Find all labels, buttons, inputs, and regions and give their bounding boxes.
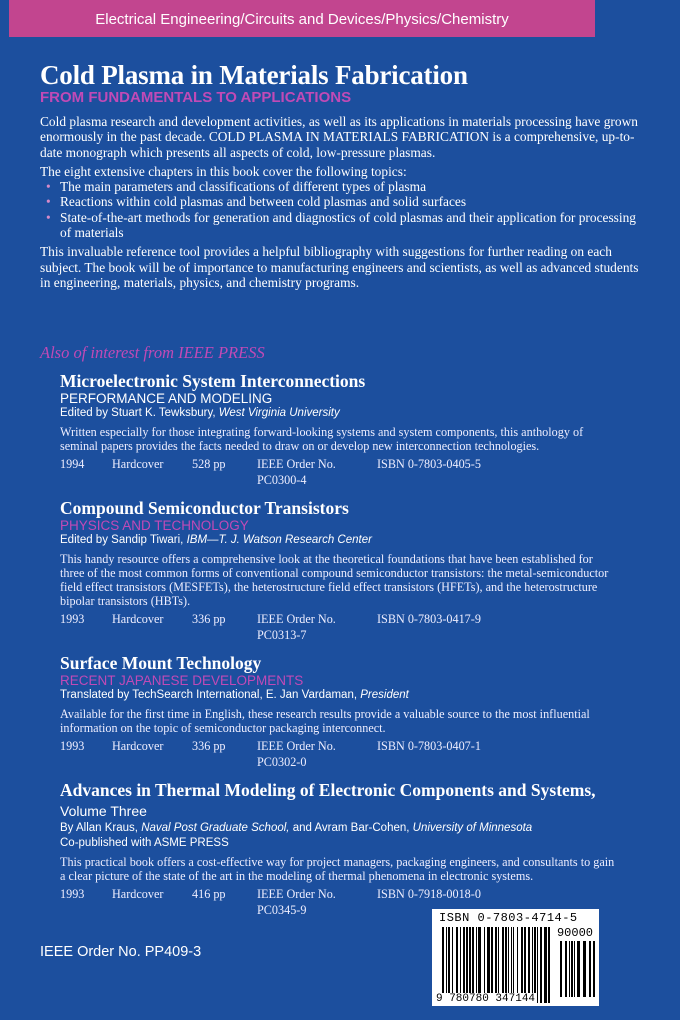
barcode-bar xyxy=(571,941,573,997)
related-book-subtitle: PHYSICS AND TECHNOLOGY xyxy=(60,518,249,533)
barcode-bar xyxy=(502,927,504,1003)
barcode-bar xyxy=(593,941,595,997)
related-book-author: By Allan Kraus, Naval Post Graduate School, and Avram Bar-Cohen, University of Minnesota xyxy=(60,822,533,834)
barcode-bar xyxy=(565,941,567,997)
barcode-bar xyxy=(484,927,485,1003)
topics-intro: The eight extensive chapters in this book cover the following topics: xyxy=(40,163,407,179)
related-book-title: Advances in Thermal Modeling of Electronic Components and Systems, Volume Three xyxy=(60,780,596,819)
barcode-bar xyxy=(528,927,530,1003)
also-of-interest-heading: Also of interest from IEEE PRESS xyxy=(40,343,265,362)
topics-list xyxy=(40,179,640,240)
barcode-bar xyxy=(574,941,575,997)
book-description xyxy=(40,60,640,294)
barcode-bar xyxy=(466,927,468,1003)
book-subtitle: FROM FUNDAMENTALS TO APPLICATIONS xyxy=(40,89,352,106)
related-book xyxy=(60,372,620,488)
barcode-bar xyxy=(583,941,586,997)
barcode-bar xyxy=(476,927,477,1003)
related-book-subtitle: PERFORMANCE AND MODELING xyxy=(60,391,273,406)
barcode-bar xyxy=(517,927,518,1003)
barcode-bar xyxy=(505,927,507,1003)
related-book-meta: 1993 Hardcover 336 pp IEEE Order No. PC0313-7 ISBN 0-7803-0417-9 xyxy=(60,612,481,642)
barcode-bar xyxy=(463,927,465,1003)
related-book xyxy=(60,781,620,918)
related-book-author: Translated by TechSearch International, E. Jan Vardaman, President xyxy=(60,689,409,701)
related-book-title: Surface Mount Technology xyxy=(60,653,262,673)
barcode-bar xyxy=(511,927,512,1003)
barcode-bar xyxy=(452,927,453,1003)
barcode-bar xyxy=(448,927,450,1003)
barcode-bar xyxy=(498,927,499,1003)
barcode-bar xyxy=(569,941,570,997)
barcode-bar xyxy=(513,927,514,1003)
related-book-description: This practical book offers a cost-effective way for project managers, packaging engineers, and consultants to gain a clear picture of the state of the art in the modeling of thermal phenomena in electronic systems. xyxy=(60,855,615,883)
order-number: IEEE Order No. PP409-3 xyxy=(40,944,202,960)
topic-item: • Reactions within cold plasmas and between cold plasmas and solid surfaces xyxy=(40,194,640,209)
related-book-description: Available for the first time in English, these research results provide a valuable source to the most influential information on the topic of semiconductor packaging interconnect. xyxy=(60,707,590,735)
barcode-bar xyxy=(548,927,550,1003)
related-book-meta: 1994 Hardcover 528 pp IEEE Order No. PC0300-4 ISBN 0-7803-0405-5 xyxy=(60,457,481,487)
barcode-bar xyxy=(524,927,526,1003)
topic-item: • State-of-the-art methods for generation and diagnostics of cold plasmas and their application for processing of materials xyxy=(40,210,640,241)
closing-paragraph: This invaluable reference tool provides a helpful bibliography with suggestions for further reading on each subject. The book will be of importance to manufacturing engineers and scientists, as well as advanced students in engineering, materials, physics, and chemistry programs. xyxy=(40,244,639,290)
barcode-bar xyxy=(478,927,481,1003)
barcode-bar xyxy=(589,941,591,997)
related-book xyxy=(60,654,620,770)
related-book-subtitle: RECENT JAPANESE DEVELOPMENTS xyxy=(60,673,304,688)
barcode-bar xyxy=(442,927,444,1003)
barcode-bar xyxy=(446,927,447,1003)
barcode-bar xyxy=(491,927,493,1003)
related-book-title: Microelectronic System Interconnections xyxy=(60,371,366,391)
isbn-barcode xyxy=(432,909,599,1006)
barcode-bar xyxy=(537,927,538,1003)
intro-paragraph: Cold plasma research and development activities, as well as its applications in materials processing have grown enormously in the past decade. COLD PLASMA IN MATERIALS FABRICATION is a comprehensive, up-to-date monograph which presents all aspects of cold, low-pressure plasmas. xyxy=(40,114,638,160)
barcode-bar xyxy=(472,927,474,1003)
related-book-title: Compound Semiconductor Transistors xyxy=(60,498,349,518)
barcode-bar xyxy=(560,941,562,997)
copublisher-note: Co-published with ASME PRESS xyxy=(60,837,229,849)
related-book xyxy=(60,499,620,643)
barcode-bar xyxy=(456,927,458,1003)
barcode-price-code: 90000 xyxy=(556,926,593,940)
related-book-description: This handy resource offers a comprehensive look at the theoretical foundations that have been established for three of the most common forms of conventional compound semiconductor transistors: the metal-semiconductor field effect transistors (MESFETs), the heterostructure field effect transistors (HFETs), and the heterostructure bipolar transistors (HBTs). xyxy=(60,552,609,608)
book-title: Cold Plasma in Materials Fabrication xyxy=(40,60,468,90)
related-book-author: Edited by Stuart K. Tewksbury, West Virginia University xyxy=(60,407,340,419)
barcode-bar xyxy=(540,927,542,1003)
barcode-bar xyxy=(534,927,536,1003)
barcode-bar xyxy=(577,941,580,997)
related-book-meta: 1993 Hardcover 416 pp IEEE Order No. PC0345-9 ISBN 0-7918-0018-0 xyxy=(60,887,481,917)
related-books xyxy=(60,372,620,929)
barcode-bar xyxy=(469,927,471,1003)
related-book-description: Written especially for those integrating forward-looking systems and system components, this anthology of seminal papers provides the facts needed to draw on or develop new interconnection technologies. xyxy=(60,425,584,453)
barcode-bar xyxy=(460,927,461,1003)
barcode-bar xyxy=(495,927,497,1003)
subject-banner: Electrical Engineering/Circuits and Devices/Physics/Chemistry xyxy=(9,0,595,37)
barcode-isbn: ISBN 0-7803-4714-5 xyxy=(439,911,578,925)
topic-item: • The main parameters and classifications of different types of plasma xyxy=(40,179,640,194)
barcode-bar xyxy=(508,927,509,1003)
barcode-bar xyxy=(544,927,547,1003)
related-book-author: Edited by Sandip Tiwari, IBM—T. J. Watson Research Center xyxy=(60,534,372,546)
barcode-ean: 9 780780 347144 xyxy=(436,993,536,1005)
barcode-bar xyxy=(521,927,523,1003)
related-book-meta: 1993 Hardcover 336 pp IEEE Order No. PC0302-0 ISBN 0-7803-0407-1 xyxy=(60,739,481,769)
barcode-bar xyxy=(532,927,533,1003)
barcode-bar xyxy=(487,927,490,1003)
